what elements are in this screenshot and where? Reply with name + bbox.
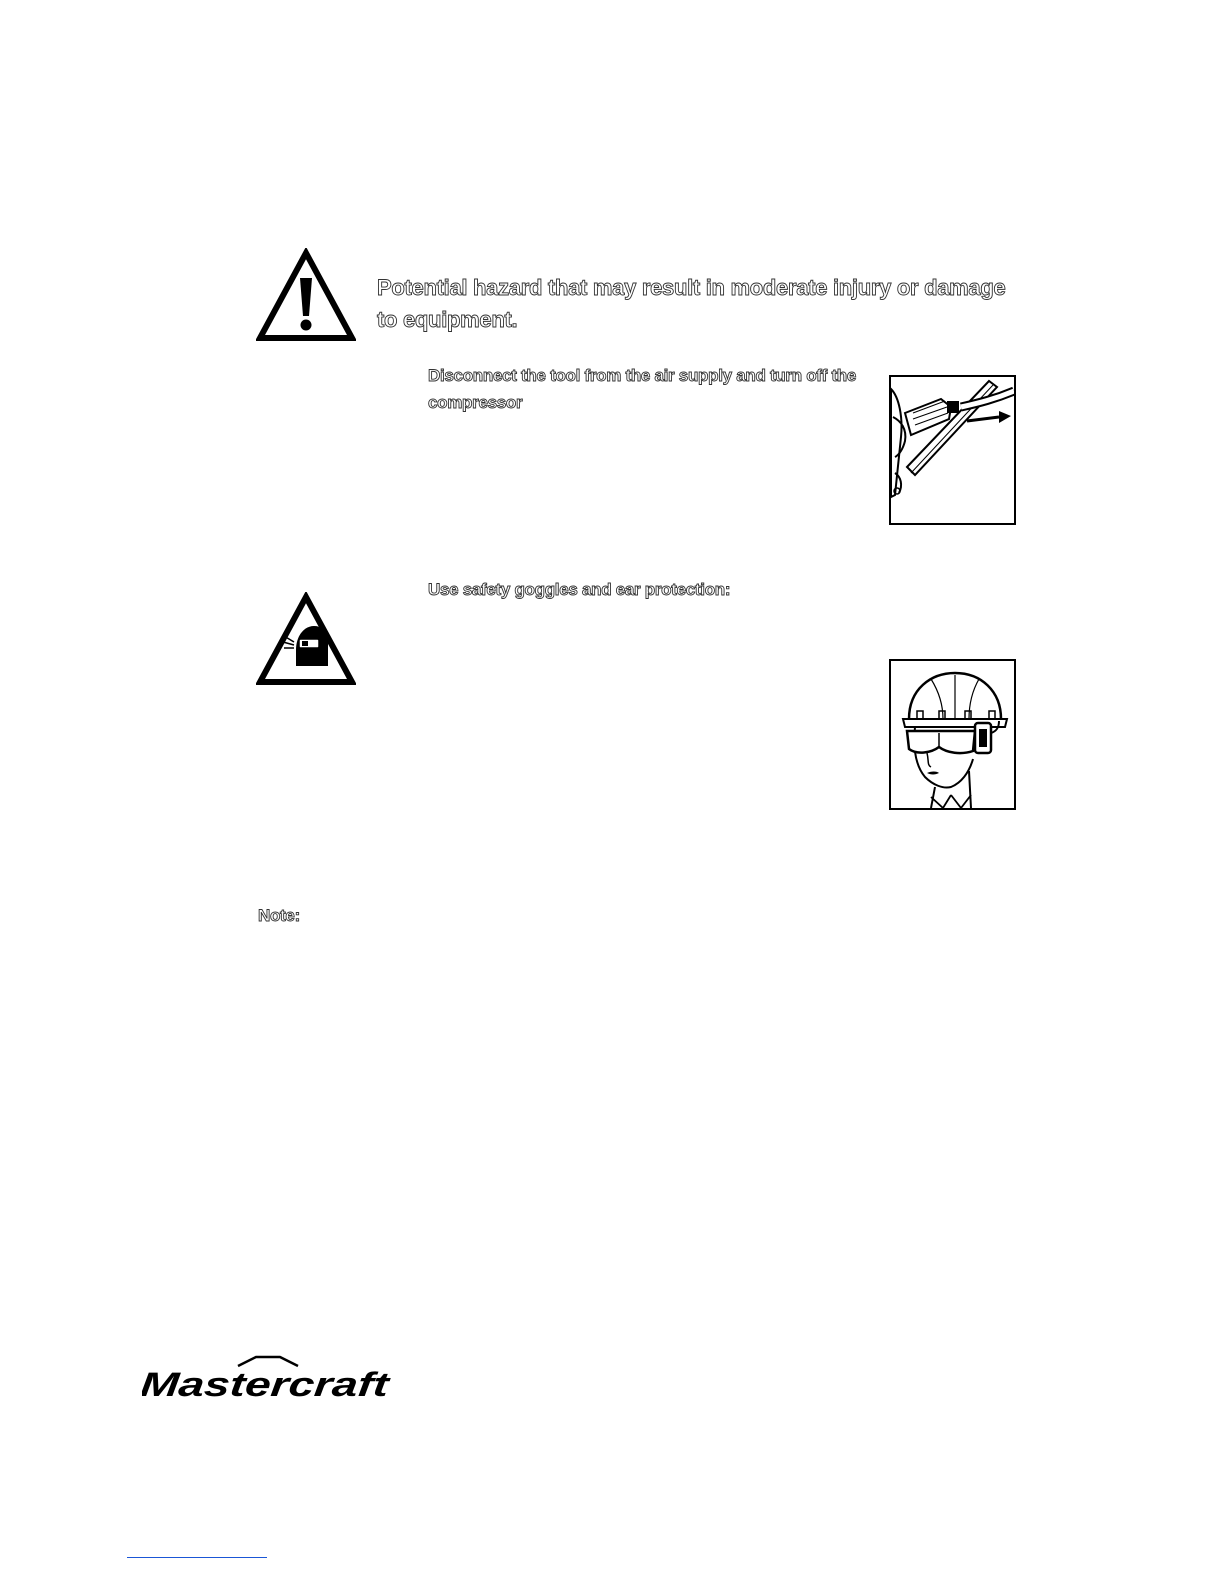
caution-hazard-text: Potential hazard that may result in moderate injury or damage to equipment. [377, 275, 1006, 332]
caution-warning-icon [256, 248, 356, 342]
eye-protection-warning-icon [256, 592, 356, 686]
note-label: Note: [258, 906, 300, 925]
goggles-earmuffs-helmet-illustration [889, 659, 1016, 810]
mastercraft-logo [142, 1352, 394, 1405]
disconnect-instruction-text: Disconnect the tool from the air supply and turn off the compressor [428, 366, 857, 412]
footer-link-underline [127, 1557, 267, 1558]
safety-gear-instruction-text: Use safety goggles and ear protection: [428, 580, 731, 599]
brand-name-text: Mastercraft [142, 1366, 326, 1400]
air-hose-disconnect-illustration [889, 375, 1016, 525]
